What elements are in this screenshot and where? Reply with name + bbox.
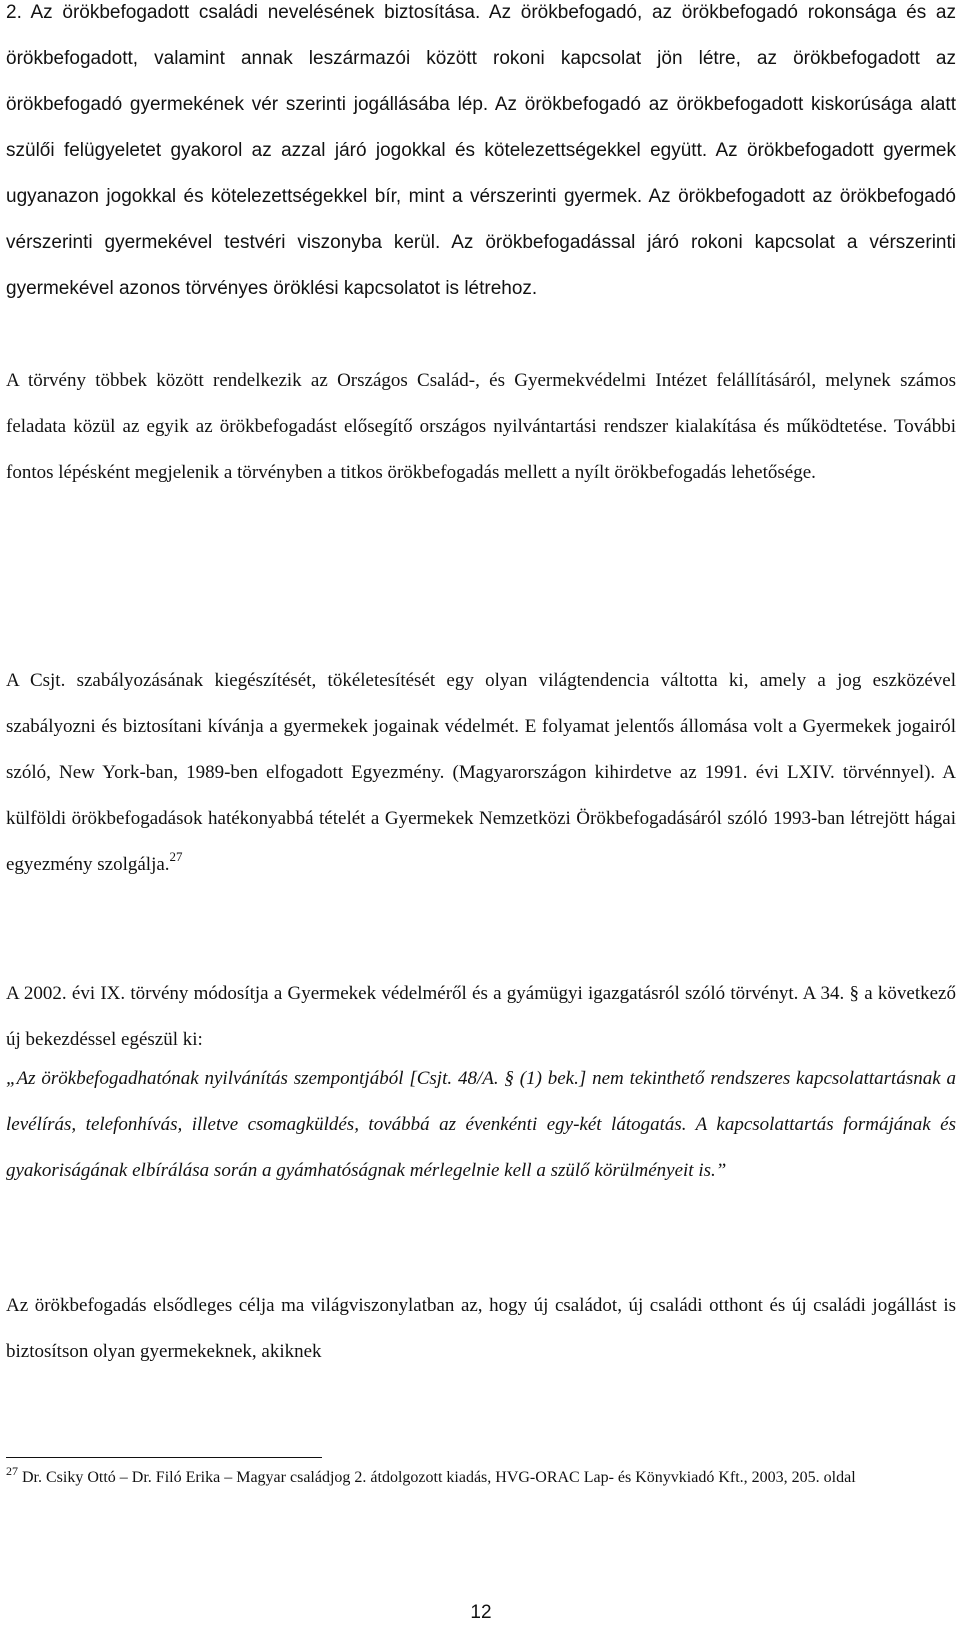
document-page (6, 0, 956, 1632)
paragraph-csjt-amendment-text: A Csjt. szabályozásának kiegészítését, tökéletesítését egy olyan világtendencia váltotta ki, amely a jog eszközével szabályozni és biztosítani kívánja a gyermekek jogainak védelmét. E folyamat jelentős állomása volt a Gyermekek jogairól szóló, New York-ban, 1989-ben elfogadott Egyezmény. (Magyarországon kihirdetve az 1991. évi LXIV. törvénnyel). A külföldi örökbefogadások hatékonyabbá tételét a Gyermekek Nemzetközi Örökbefogadásáról szóló 1993-ban létrejött hágai egyezmény szolgálja. (6, 670, 956, 875)
paragraph-institute-establishment: A törvény többek között rendelkezik az Országos Család-, és Gyermekvédelmi Intézet felállításáról, melynek számos feladata közül az egyik az örökbefogadást elősegítő országos nyilvántartási rendszer kialakítása és működtetése. További fontos lépésként megjelenik a törvényben a titkos örökbefogadás mellett a nyílt örökbefogadás lehetősége. (6, 370, 956, 483)
footnote-number: 27 (6, 1464, 18, 1478)
footnote (6, 1466, 956, 1490)
paragraph-adoption-family-upbringing: 2. Az örökbefogadott családi nevelésének biztosítása. Az örökbefogadó, az örökbefogadó rokonsága és az örökbefogadott, valamint annak leszármazói között rokoni kapcsolat jön létre, az örökbefogadott az örökbefogadó gyermekének vér szerinti jogállásába lép. Az örökbefogadó az örökbefogadott kiskorúsága alatt szülői felügyeletet gyakorol az azzal járó jogokkal és kötelezettségekkel együtt. Az örökbefogadott gyermek ugyanazon jogokkal és kötelezettségekkel bír, mint a vérszerinti gyermek. Az örökbefogadott az örökbefogadó vérszerinti gyermekével testvéri viszonyba kerül. Az örökbefogadással járó rokoni kapcsolat a vérszerinti gyermekével azonos törvényes öröklési kapcsolatot is létrehoz. (6, 2, 956, 299)
paragraph-adoption-primary-goal: Az örökbefogadás elsődleges célja ma világviszonylatban az, hogy új családot, új családi otthont és új családi jogállást is biztosítson olyan gyermekeknek, akiknek (6, 1295, 956, 1362)
page-number: 12 (470, 1602, 492, 1623)
paragraph-2002-law: A 2002. évi IX. törvény módosítja a Gyermekek védelméről és a gyámügyi igazgatásról szóló törvényt. A 34. § a következő új bekezdéssel egészül ki: (6, 983, 956, 1050)
footnote-text: Dr. Csiky Ottó – Dr. Filó Erika – Magyar családjog 2. átdolgozott kiadás, HVG-ORAC Lap- és Könyvkiadó Kft., 2003, 205. oldal (22, 1469, 856, 1486)
footnote-divider (6, 1457, 322, 1458)
footnote-reference[interactable]: 27 (169, 849, 183, 864)
quoted-legal-text: „Az örökbefogadhatónak nyilvánítás szempontjából [Csjt. 48/A. § (1) bek.] nem tekinthető rendszeres kapcsolattartásnak a levélírás, telefonhívás, illetve csomagküldés, továbbá az évenkénti egy-két látogatás. A kapcsolattartás formájának és gyakoriságának elbírálása során a gyámhatóságnak mérlegelnie kell a szülő körülményeit is.” (6, 1068, 956, 1181)
paragraph-csjt-amendment (6, 658, 956, 888)
